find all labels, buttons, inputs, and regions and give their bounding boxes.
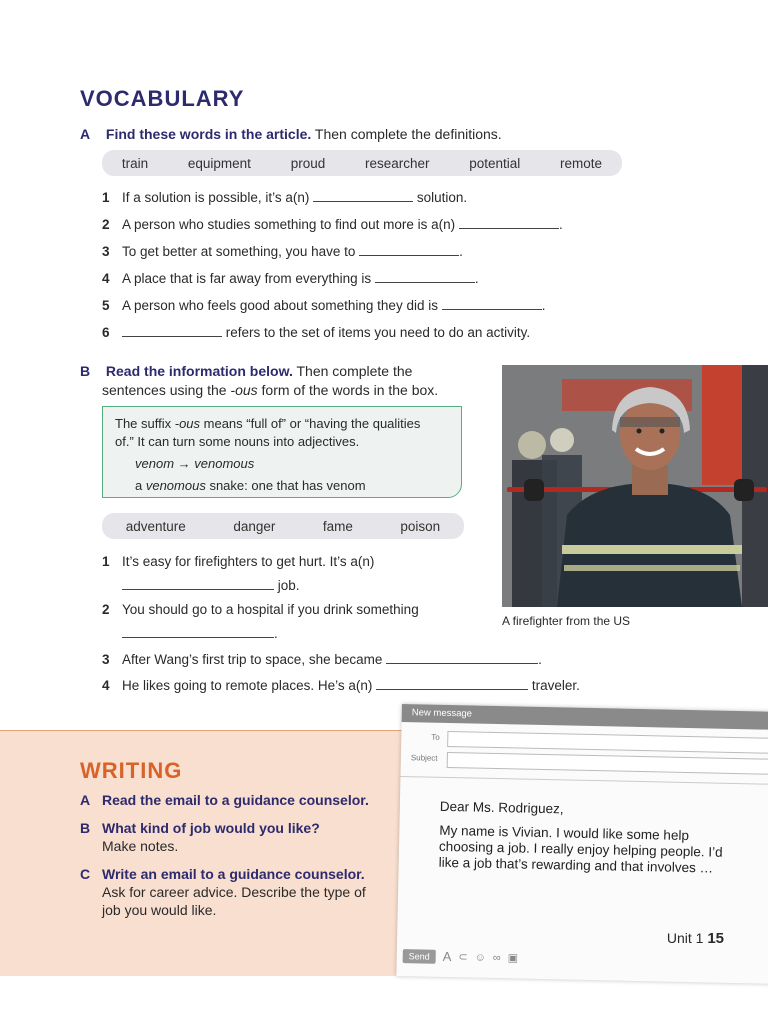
item-number: 1	[102, 554, 110, 569]
answer-blank[interactable]	[359, 243, 459, 256]
item-number: 4	[102, 678, 110, 693]
item-text: A place that is far away from everything is	[122, 271, 372, 286]
item-text: .	[538, 652, 542, 667]
writing-item-bold: Write an email to a guidance counselor.	[102, 866, 365, 882]
arrow-right-icon: →	[177, 456, 191, 471]
word-box-item: train	[121, 155, 149, 171]
section-b-instruction-line2: sentences using the	[102, 382, 231, 398]
item-number: 2	[102, 217, 110, 232]
writing-item-bold: What kind of job would you like?	[102, 820, 320, 836]
answer-blank[interactable]	[122, 577, 274, 590]
item-text: He likes going to remote places. He’s a(n)	[122, 678, 373, 693]
email-to-field[interactable]	[447, 731, 768, 754]
answer-blank[interactable]	[122, 625, 274, 638]
word-box-item: adventure	[125, 518, 186, 534]
writing-item-c	[80, 865, 390, 919]
email-greeting: Dear Ms. Rodriguez,	[439, 798, 564, 817]
section-b-instruction-ous: -ous	[230, 382, 258, 398]
section-b-letter: B	[80, 363, 91, 379]
item-text: .	[541, 298, 546, 313]
item-text: refers to the set of items you need to do an activity.	[225, 325, 531, 340]
item-number: 3	[102, 652, 110, 667]
item-number: 3	[102, 244, 110, 259]
image-icon[interactable]: ▣	[507, 952, 519, 965]
word-box-b	[102, 513, 464, 539]
word-box-item: researcher	[364, 155, 430, 171]
word-box-item: poison	[400, 518, 441, 534]
section-a-instruction	[80, 125, 502, 144]
section-b-instruction-bold: Read the information below.	[105, 363, 293, 379]
section-a-instruction-rest: Then complete the definitions.	[311, 126, 502, 142]
item-text: You should go to a hospital if you drink something	[122, 602, 419, 617]
suffix-ous: -ous	[174, 416, 201, 431]
item-text: .	[459, 244, 463, 259]
email-body-text: My name is Vivian. I would like some help choosing a job. I really enjoy helping people. I’d like a job that’s rewarding and that involves …	[438, 822, 723, 876]
email-divider	[400, 776, 768, 785]
writing-item-letter: C	[80, 866, 91, 882]
emoji-icon[interactable]: ☺	[474, 951, 486, 964]
item-text: .	[474, 271, 479, 286]
section-a-letter: A	[80, 126, 91, 142]
section-b-instruction-line2-end: form of the words in the box.	[257, 382, 439, 398]
word-box-item: potential	[469, 155, 521, 171]
writing-item-rest: Make notes.	[102, 838, 179, 854]
suffix-info-box	[102, 406, 462, 498]
answer-blank[interactable]	[375, 270, 475, 283]
item-number: 4	[102, 271, 110, 286]
definition-item-5	[102, 297, 546, 315]
item-text: job.	[277, 578, 300, 593]
unit-label: Unit 1	[666, 930, 704, 946]
writing-item-rest: Ask for career advice. Describe the type of job you would like.	[102, 884, 366, 918]
writing-item-b	[80, 819, 320, 855]
item-text: solution.	[416, 190, 468, 205]
page-number: 15	[707, 930, 724, 947]
word-box-a	[102, 150, 622, 176]
item-number: 5	[102, 298, 110, 313]
writing-item-a	[80, 791, 369, 809]
sentence-item-2	[102, 601, 419, 643]
section-a-instruction-bold: Find these words in the article.	[105, 126, 312, 142]
suffix-sentence-text: snake: one that has venom	[205, 478, 366, 493]
email-title-bar: New message	[402, 704, 768, 730]
answer-blank[interactable]	[442, 297, 542, 310]
definition-item-4	[102, 270, 479, 288]
email-toolbar	[403, 948, 519, 965]
suffix-text: The suffix	[115, 416, 175, 431]
writing-item-bold: Read the email to a guidance counselor.	[102, 792, 369, 808]
answer-blank[interactable]	[459, 216, 559, 229]
section-b-instruction	[80, 362, 480, 400]
suffix-sentence-italic: venomous	[145, 478, 206, 493]
suffix-info-line1	[115, 415, 449, 433]
suffix-info-line2: of.” It can turn some nouns into adjectives.	[115, 434, 360, 449]
answer-blank[interactable]	[313, 189, 413, 202]
writing-item-letter: B	[80, 820, 91, 836]
item-number: 2	[102, 602, 110, 617]
attachment-icon[interactable]: ⊂	[458, 951, 468, 964]
item-text: After Wang’s first trip to space, she became	[122, 652, 383, 667]
answer-blank[interactable]	[122, 324, 222, 337]
email-subject-label: Subject	[410, 753, 438, 763]
answer-blank[interactable]	[386, 651, 538, 664]
email-to-label: To	[431, 732, 440, 742]
email-body[interactable]	[439, 799, 740, 877]
item-text: .	[274, 626, 278, 641]
word-box-item: danger	[233, 518, 276, 534]
answer-blank[interactable]	[376, 677, 528, 690]
email-subject-field[interactable]	[447, 752, 768, 775]
word-box-item: equipment	[187, 155, 251, 171]
suffix-text: means “full of” or “having the qualities	[200, 416, 421, 431]
suffix-sentence	[115, 477, 449, 495]
definition-item-3	[102, 243, 463, 261]
writing-item-letter: A	[80, 792, 91, 808]
item-text: .	[558, 217, 563, 232]
item-text: It’s easy for firefighters to get hurt. It’s a(n)	[122, 554, 375, 569]
example-result: venomous	[194, 456, 255, 471]
item-text: A person who studies something to find out more is a(n)	[122, 217, 456, 232]
sentence-item-1	[102, 553, 374, 595]
send-button[interactable]: Send	[403, 949, 436, 964]
item-text: traveler.	[531, 678, 580, 693]
writing-heading: WRITING	[80, 758, 183, 783]
item-text: To get better at something, you have to	[122, 244, 356, 259]
definition-item-2	[102, 216, 563, 234]
item-text: A person who feels good about something they did is	[122, 298, 438, 313]
link-icon[interactable]: ∞	[492, 951, 501, 964]
word-box-item: proud	[290, 155, 326, 171]
sentence-item-3	[102, 651, 542, 669]
example-word: venom	[135, 456, 175, 471]
firefighter-illustration	[502, 365, 768, 607]
word-box-item: remote	[560, 155, 603, 171]
definition-item-1	[102, 189, 467, 207]
sentence-item-4	[102, 677, 580, 695]
section-b-instruction-rest: Then complete the	[292, 363, 413, 379]
vocabulary-heading: VOCABULARY	[80, 86, 245, 111]
item-number: 1	[102, 190, 110, 205]
item-number: 6	[102, 325, 110, 340]
word-box-item: fame	[322, 518, 353, 534]
page-footer	[667, 930, 724, 947]
suffix-example	[115, 455, 449, 473]
definition-item-6	[102, 324, 530, 342]
item-text: If a solution is possible, it’s a(n)	[122, 190, 310, 205]
suffix-sentence-text: a	[135, 478, 146, 493]
font-icon[interactable]: A	[442, 948, 452, 965]
firefighter-photo	[502, 365, 768, 607]
photo-caption: A firefighter from the US	[502, 614, 631, 628]
